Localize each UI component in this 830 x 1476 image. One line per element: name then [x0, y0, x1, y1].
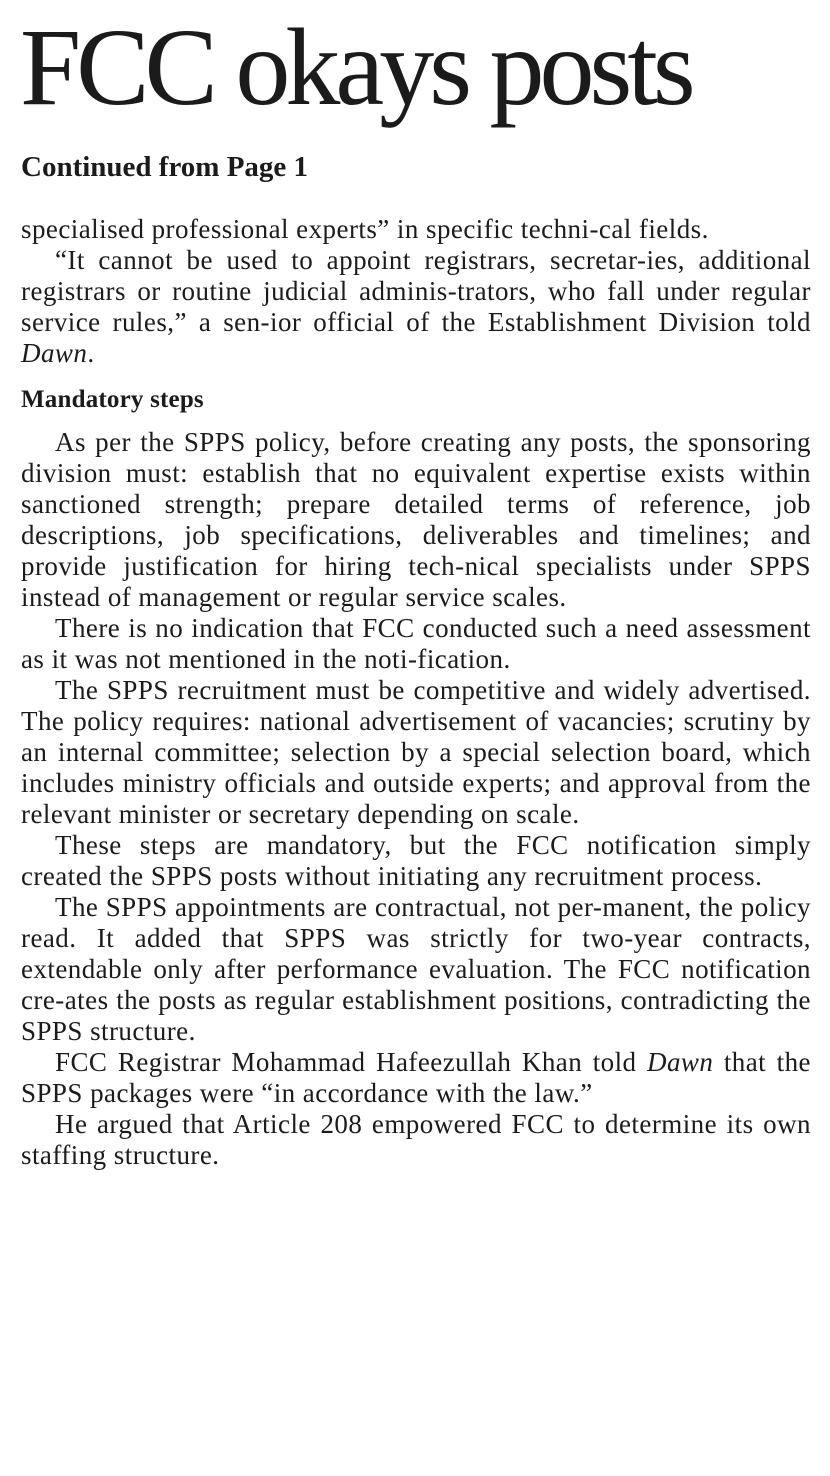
publication-name: Dawn — [21, 338, 88, 368]
publication-name: Dawn — [647, 1047, 714, 1077]
article-paragraph — [21, 830, 811, 892]
article-paragraph — [21, 245, 811, 369]
text-run: As per the SPPS policy, before creating any posts, the sponsoring division must: establish that no equivalent expertise exists within sanctioned strength; prepare detailed terms of reference, job descriptions, job specifications, deliverables and timelines; and provide justification for hiring tech-nical specialists under SPPS instead of management or regular service scales. — [21, 427, 811, 612]
article-paragraph — [21, 1047, 811, 1109]
text-run: These steps are mandatory, but the FCC notification simply created the SPPS posts without initiating any recruitment process. — [21, 830, 811, 891]
text-run: FCC Registrar Mohammad Hafeezullah Khan told — [55, 1047, 648, 1077]
text-run: The SPPS appointments are contractual, not per-manent, the policy read. It added that SPPS was strictly for two-year contracts, extendable only after performance evaluation. The FCC notification cre-ates the posts as regular establishment positions, contradicting the SPPS structure. — [21, 892, 811, 1046]
headline: FCC okays posts — [20, 6, 691, 128]
text-run: . — [87, 338, 95, 368]
section-heading: Mandatory steps — [21, 386, 204, 413]
text-run: He argued that Article 208 empowered FCC to determine its own staffing structure. — [21, 1109, 811, 1170]
text-run: “It cannot be used to appoint registrars, secretar-ies, additional registrars or routine judicial adminis-trators, who fall under regular service rules,” a sen-ior official of the Establishment Division told — [21, 245, 811, 337]
text-run: The SPPS recruitment must be competitive and widely advertised. The policy requires: national advertisement of vacancies; scrutiny by an internal committee; selection by a special selection board, which includes ministry officials and outside experts; and approval from the relevant minister or secretary depending on scale. — [21, 675, 811, 829]
article-paragraph — [21, 675, 811, 830]
text-run: specialised professional experts” in specific techni-cal fields. — [21, 214, 709, 244]
article-paragraph — [21, 214, 811, 245]
article-body — [21, 214, 811, 1171]
text-run: that the SPPS packages were “in accordance with the law.” — [21, 1047, 811, 1108]
text-run: There is no indication that FCC conducted such a need assessment as it was not mentioned in the noti-fication. — [21, 613, 811, 674]
article-paragraph — [21, 613, 811, 675]
article-paragraph — [21, 427, 811, 613]
article-paragraph — [21, 892, 811, 1047]
continued-from-label: Continued from Page 1 — [21, 151, 309, 183]
article-paragraph — [21, 1109, 811, 1171]
